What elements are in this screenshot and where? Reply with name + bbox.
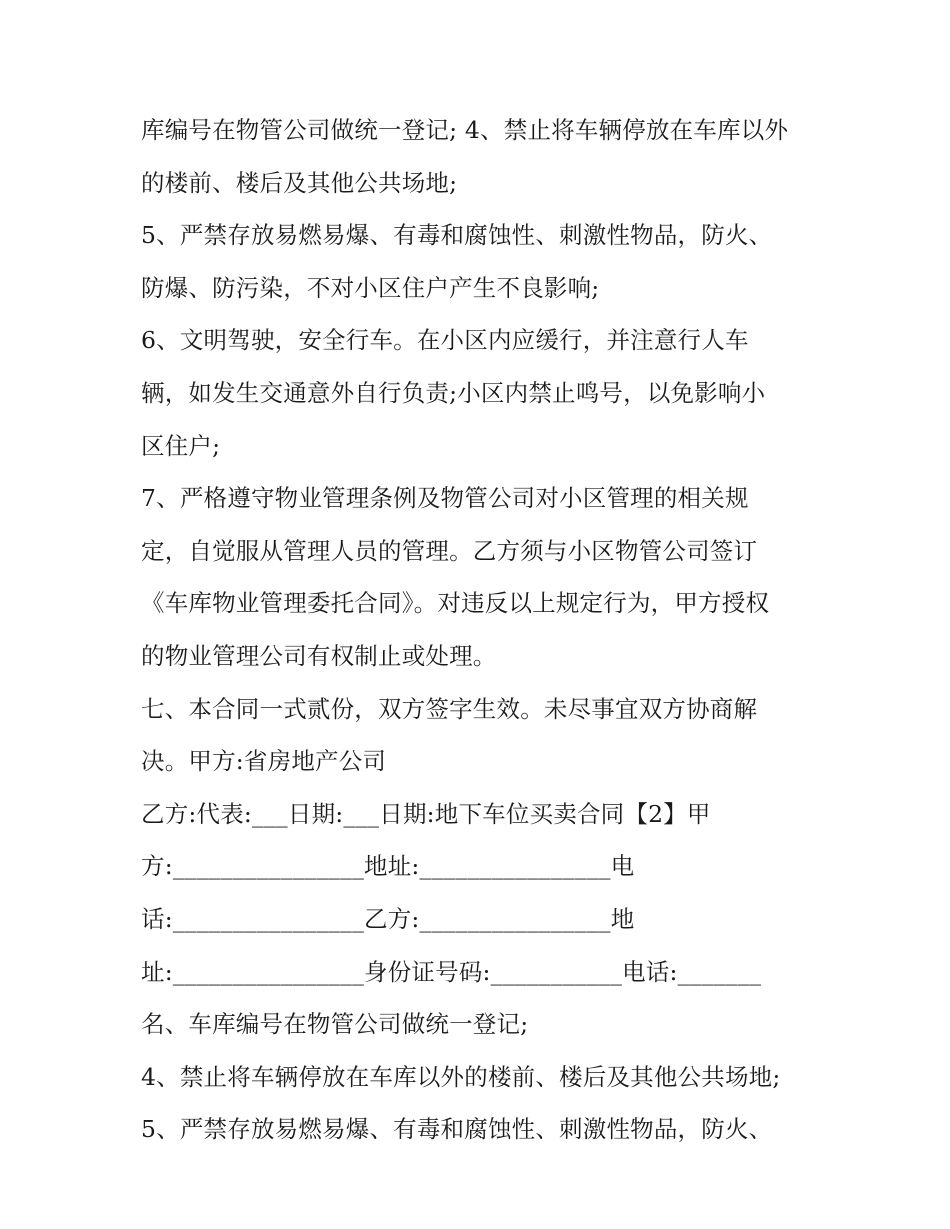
text-line: 的楼前、楼后及其他公共场地; <box>141 168 458 197</box>
text-line: 乙方:代表:___日期:___日期:地下车位买卖合同【2】甲 <box>141 799 711 828</box>
text-line: 5、严禁存放易燃易爆、有毒和腐蚀性、刺激性物品，防火、 <box>141 1115 773 1144</box>
text-line: 定，自觉服从管理人员的管理。乙方须与小区物管公司签订 <box>141 536 758 565</box>
text-line: 5、严禁存放易燃易爆、有毒和腐蚀性、刺激性物品，防火、 <box>141 221 773 250</box>
text-line: 防爆、防污染，不对小区住户产生不良影响; <box>141 273 600 302</box>
text-line: 7、严格遵守物业管理条例及物管公司对小区管理的相关规 <box>141 484 749 513</box>
text-line: 区住户; <box>141 431 221 460</box>
text-line: 的物业管理公司有权制止或处理。 <box>141 641 497 670</box>
document-body <box>141 104 821 1156</box>
text-line: 库编号在物管公司做统一登记; 4、禁止将车辆停放在车库以外 <box>141 116 789 144</box>
text-line: 名、车库编号在物管公司做统一登记; <box>141 1010 529 1039</box>
text-line: 方:________________地址:________________电 <box>141 852 635 881</box>
text-line: 址:________________身份证号码:___________电话:_______ <box>141 957 762 986</box>
text-line: 七、本合同一式贰份，双方签字生效。未尽事宜双方协商解 <box>141 694 758 723</box>
text-line: 《车库物业管理委托合同》。对违反以上规定行为，甲方授权 <box>141 589 770 618</box>
text-line: 辆，如发生交通意外自行负责;小区内禁止鸣号，以免影响小 <box>141 378 766 407</box>
text-line: 4、禁止将车辆停放在车库以外的楼前、楼后及其他公共场地; <box>141 1062 781 1091</box>
text-line: 6、文明驾驶，安全行车。在小区内应缓行，并注意行人车 <box>141 326 749 355</box>
text-line: 决。甲方:省房地产公司 <box>141 747 387 776</box>
text-line: 话:________________乙方:________________地 <box>141 904 635 933</box>
